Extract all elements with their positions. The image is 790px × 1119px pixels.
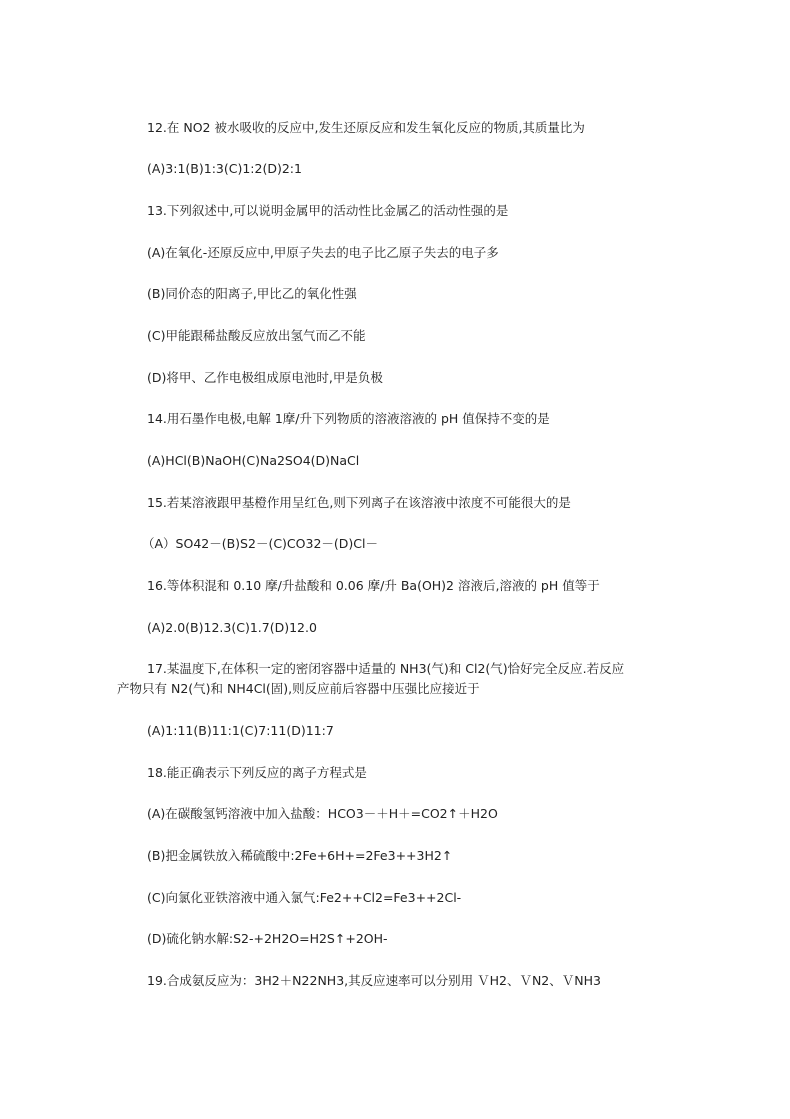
question-17-text-line2: 产物只有 N2(气)和 NH4Cl(固),则反应前后容器中压强比应接近于	[117, 681, 480, 696]
question-13-text: 13.下列叙述中,可以说明金属甲的活动性比金属乙的活动性强的是	[147, 203, 509, 218]
question-18-text: 18.能正确表示下列反应的离子方程式是	[147, 765, 367, 780]
question-18-option-a: (A)在碳酸氢钙溶液中加入盐酸：HCO3－＋H＋=CO2↑＋H2O	[147, 806, 498, 821]
question-19-text: 19.合成氨反应为：3H2＋N22NH3,其反应速率可以分别用 ＶH2、ＶN2、ＶNH3	[147, 973, 601, 988]
question-15-text: 15.若某溶液跟甲基橙作用呈红色,则下列离子在该溶液中浓度不可能很大的是	[147, 495, 571, 510]
question-13-option-d: (D)将甲、乙作电极组成原电池时,甲是负极	[147, 370, 383, 385]
question-14-text: 14.用石墨作电极,电解 1摩/升下列物质的溶液溶液的 pH 值保持不变的是	[147, 411, 550, 426]
question-12-text: 12.在 NO2 被水吸收的反应中,发生还原反应和发生氧化反应的物质,其质量比为	[147, 120, 585, 135]
question-17-text-line1: 17.某温度下,在体积一定的密闭容器中适量的 NH3(气)和 Cl2(气)恰好完全反应.若反应	[147, 661, 625, 676]
question-17-options: (A)1:11(B)11:1(C)7:11(D)11:7	[147, 723, 334, 738]
question-18-option-b: (B)把金属铁放入稀硫酸中:2Fe+6H+=2Fe3++3H2↑	[147, 848, 453, 863]
question-15-options: （A）SO42－(B)S2－(C)CO32－(D)Cl－	[142, 536, 378, 551]
question-12-options: (A)3:1(B)1:3(C)1:2(D)2:1	[147, 161, 302, 176]
question-14-options: (A)HCl(B)NaOH(C)Na2SO4(D)NaCl	[147, 453, 360, 468]
question-16-text: 16.等体积混和 0.10 摩/升盐酸和 0.06 摩/升 Ba(OH)2 溶液后,溶液的 pH 值等于	[147, 578, 600, 593]
question-13-option-a: (A)在氧化-还原反应中,甲原子失去的电子比乙原子失去的电子多	[147, 245, 499, 260]
question-13-option-c: (C)甲能跟稀盐酸反应放出氢气而乙不能	[147, 328, 366, 343]
question-18-option-d: (D)硫化钠水解:S2-+2H2O=H2S↑+2OH-	[147, 931, 388, 946]
question-13-option-b: (B)同价态的阳离子,甲比乙的氧化性强	[147, 286, 357, 301]
question-18-option-c: (C)向氯化亚铁溶液中通入氯气:Fe2++Cl2=Fe3++2Cl-	[147, 890, 462, 905]
question-16-options: (A)2.0(B)12.3(C)1.7(D)12.0	[147, 620, 317, 635]
